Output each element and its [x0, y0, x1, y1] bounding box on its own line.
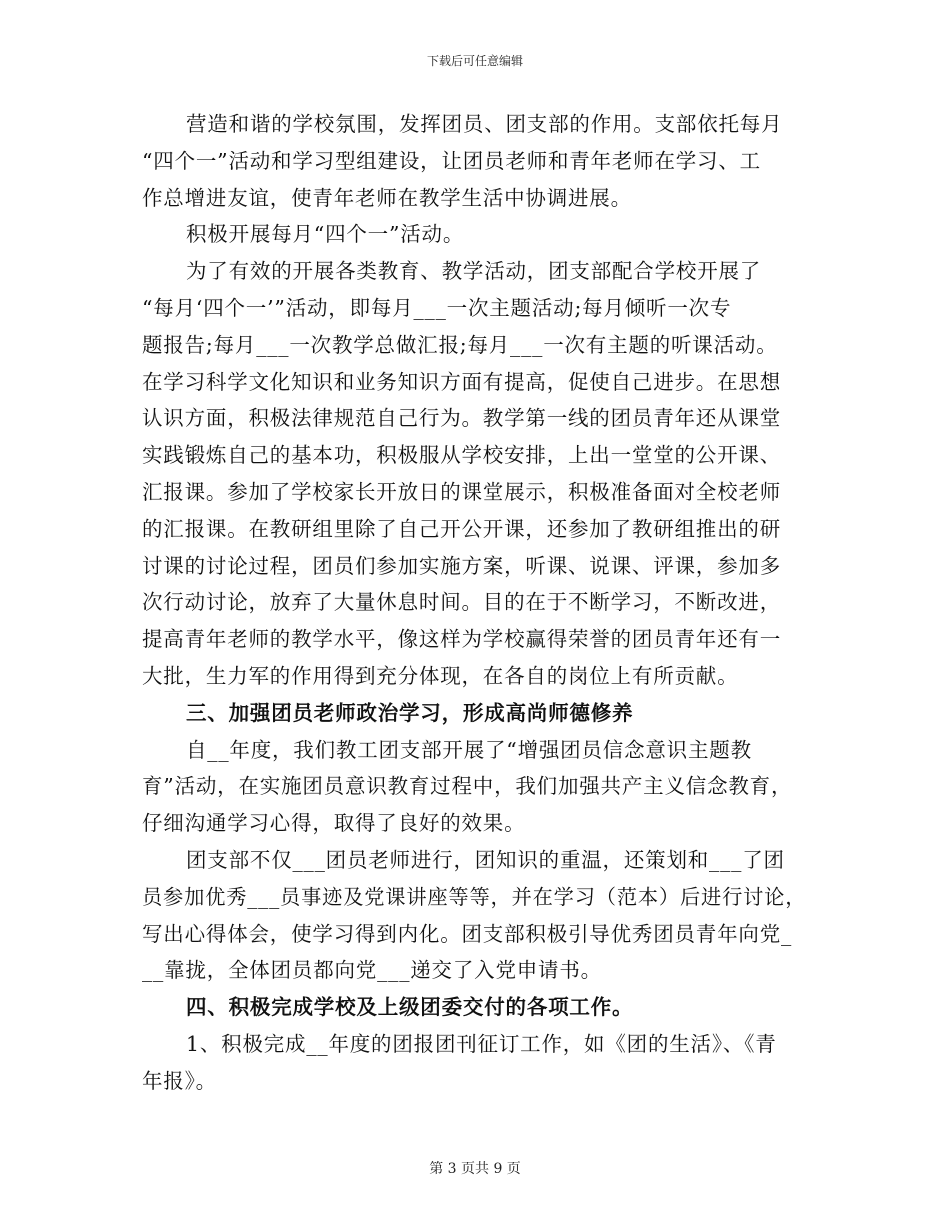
text-line: 在学习科学文化知识和业务知识方面有提高，促使自己进步。在思想: [142, 369, 781, 394]
text-line: 认识方面，积极法律规范自己行为。教学第一线的团员青年还从课堂: [142, 406, 781, 431]
text-line: 的汇报课。在教研组里除了自己开公开课，还参加了教研组推出的研: [142, 516, 781, 541]
text-line: 实践锻炼自己的基本功，积极服从学校安排，上出一堂堂的公开课、: [142, 443, 781, 468]
text-line: 员参加优秀___员事迹及党课讲座等等，并在学习（范本）后进行讨论，: [142, 884, 807, 909]
page-header: 下载后可任意编辑: [426, 54, 523, 68]
text-line: “每月‘四个一’”活动，即每月___一次主题活动;每月倾听一次专: [142, 295, 732, 320]
section-heading: 三、加强团员老师政治学习，形成高尚师德修养: [186, 700, 634, 725]
page-footer: 第 3 页共 9 页: [429, 1161, 521, 1177]
text-line: 大批，生力军的作用得到充分体现，在各自的岗位上有所贡献。: [142, 663, 739, 688]
text-line: 次行动讨论，放弃了大量休息时间。目的在于不断学习，不断改进，: [142, 590, 781, 615]
text-line: 积极开展每月“四个一”活动。: [186, 222, 465, 247]
text-line: 团支部不仅___团员老师进行，团知识的重温，还策划和___了团: [186, 847, 785, 872]
text-line: __靠拢，全体团员都向党___递交了入党申请书。: [142, 958, 602, 983]
text-line: 提高青年老师的教学水平，像这样为学校赢得荣誉的团员青年还有一: [142, 627, 781, 652]
text-line: 育”活动，在实施团员意识教育过程中，我们加强共产主义信念教育，: [142, 774, 793, 799]
text-line: 1、积极完成__年度的团报团刊征订工作，如《团的生活》、《青: [186, 1031, 777, 1056]
text-line: 作总增进友谊，使青年老师在教学生活中协调进展。: [142, 185, 632, 210]
text-line: 年报》。: [142, 1068, 217, 1093]
text-line: 自__年度，我们教工团支部开展了“增强团员信念意识主题教: [186, 737, 752, 762]
text-line: “四个一”活动和学习型组建设，让团员老师和青年老师在学习、工: [142, 148, 761, 173]
text-line: 题报告;每月___一次教学总做汇报;每月___一次有主题的听课活动。: [142, 332, 778, 357]
document-body: [142, 106, 810, 1100]
text-line: 写出心得体会，使学习得到内化。团支部积极引导优秀团员青年向党_: [142, 921, 793, 946]
text-line: 汇报课。参加了学校家长开放日的课堂展示，积极准备面对全校老师: [142, 479, 781, 504]
text-line: 为了有效的开展各类教育、教学活动，团支部配合学校开展了: [186, 259, 762, 284]
text-line: 营造和谐的学校氛围，发挥团员、团支部的作用。支部依托每月: [186, 112, 783, 136]
section-heading: 四、积极完成学校及上级团委交付的各项工作。: [186, 995, 634, 1020]
text-line: 讨课的讨论过程，团员们参加实施方案，听课、说课、评课，参加多: [142, 553, 781, 578]
text-line: 仔细沟通学习心得，取得了良好的效果。: [142, 811, 526, 836]
